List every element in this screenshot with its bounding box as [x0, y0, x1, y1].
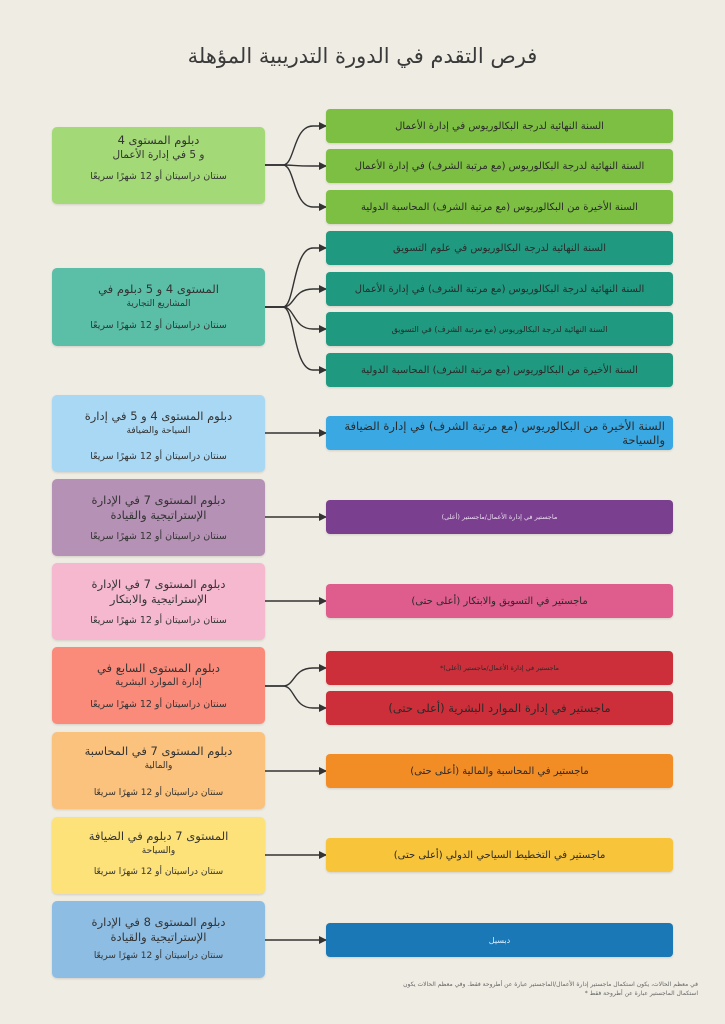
outcome-box-6-1: ماجستير في إدارة الأعمال/ماجستير (أعلى)*	[326, 651, 673, 685]
outcome-box-1-1: السنة النهائية لدرجة البكالوريوس في إدارة الأعمال	[326, 109, 673, 143]
diploma-box-2	[52, 268, 265, 346]
connector-arrow-2-3	[265, 307, 326, 329]
diploma-box-7	[52, 732, 265, 809]
diploma-box-8	[52, 817, 265, 894]
diploma-subtitle: إدارة الموارد البشرية	[115, 677, 202, 688]
diploma-duration: سنتان دراسيتان أو 12 شهرًا سريعًا	[90, 451, 227, 462]
diploma-title: المستوى 7 دبلوم في الضيافة	[88, 829, 229, 843]
diploma-title: دبلوم المستوى 7 في الإدارة	[91, 493, 226, 507]
page-title: فرص التقدم في الدورة التدريبية المؤهلة	[187, 44, 538, 68]
connector-arrow-2-4	[265, 307, 326, 370]
diploma-box-3	[52, 395, 265, 472]
diploma-subtitle: والسياحة	[141, 846, 176, 856]
diploma-subtitle: السياحة والضيافة	[126, 426, 191, 436]
diploma-duration: سنتان دراسيتان أو 12 شهرًا سريعًا	[93, 788, 224, 798]
outcome-box-1-3: السنة الأخيرة من البكالوريوس (مع مرتبة الشرف) المحاسبة الدولية	[326, 190, 673, 224]
diploma-title: دبلوم المستوى السابع في	[96, 661, 221, 675]
diploma-duration: سنتان دراسيتان أو 12 شهرًا سريعًا	[90, 531, 227, 542]
diploma-subtitle: المشاريع التجارية	[126, 299, 191, 309]
outcome-box-2-3: السنة النهائية لدرجة البكالوريوس (مع مرتبة الشرف) في التسويق	[326, 312, 673, 346]
diploma-title: دبلوم المستوى 4	[117, 133, 200, 147]
outcome-box-2-2: السنة النهائية لدرجة البكالوريوس (مع مرتبة الشرف) في إدارة الأعمال	[326, 272, 673, 306]
outcome-box-1-2: السنة النهائية لدرجة البكالوريوس (مع مرتبة الشرف) في إدارة الأعمال	[326, 149, 673, 183]
diploma-subtitle: الإستراتيجية والابتكار	[109, 592, 208, 606]
outcome-box-2-1: السنة النهائية لدرجة البكالوريوس في علوم التسويق	[326, 231, 673, 265]
diploma-subtitle: والمالية	[144, 761, 173, 771]
diploma-duration: سنتان دراسيتان أو 12 شهرًا سريعًا	[93, 951, 224, 961]
outcome-box-9-1: دبسيل	[326, 923, 673, 957]
outcome-box-5-1: ماجستير في التسويق والابتكار (أعلى حتى)	[326, 584, 673, 618]
outcome-box-3-1: السنة الأخيرة من البكالوريوس (مع مرتبة الشرف) في إدارة الضيافة والسياحة	[326, 416, 673, 450]
diploma-duration: سنتان دراسيتان أو 12 شهرًا سريعًا	[90, 615, 227, 626]
connector-arrow-6-1	[265, 668, 326, 686]
diploma-duration: سنتان دراسيتان أو 12 شهرًا سريعًا	[90, 171, 227, 182]
outcome-box-2-4: السنة الأخيرة من البكالوريوس (مع مرتبة الشرف) المحاسبة الدولية	[326, 353, 673, 387]
connector-arrow-6-2	[265, 686, 326, 708]
diploma-title: المستوى 4 و 5 دبلوم في	[98, 282, 219, 296]
outcome-box-7-1: ماجستير في المحاسبة والمالية (أعلى حتى)	[326, 754, 673, 788]
footnote: في معظم الحالات، يكون استكمال ماجستير إدارة الأعمال/الماجستير عبارة عن أطروحة فقط. وفي معظم الحالات يكون استكمال الماجستير عبارة عن أطروحة فقط *	[403, 981, 698, 997]
connector-arrow-2-2	[265, 289, 326, 307]
outcome-box-4-1: ماجستير في إدارة الأعمال/ماجستير (أعلى)	[326, 500, 673, 534]
diploma-title: دبلوم المستوى 7 في المحاسبة	[84, 744, 233, 758]
diploma-duration: سنتان دراسيتان أو 12 شهرًا سريعًا	[93, 867, 224, 877]
diploma-title: دبلوم المستوى 4 و 5 في إدارة	[84, 409, 233, 423]
outcome-box-6-2: ماجستير في إدارة الموارد البشرية (أعلى حتى)	[326, 691, 673, 725]
diploma-title: دبلوم المستوى 7 في الإدارة	[91, 577, 226, 591]
connector-arrow-1-1	[265, 126, 326, 165]
diploma-box-9	[52, 901, 265, 978]
diploma-subtitle: الإستراتيجية والقيادة	[110, 508, 207, 522]
diploma-duration: سنتان دراسيتان أو 12 شهرًا سريعًا	[90, 320, 227, 331]
outcome-box-8-1: ماجستير في التخطيط السياحي الدولي (أعلى حتى)	[326, 838, 673, 872]
diploma-box-4	[52, 479, 265, 556]
diploma-title: دبلوم المستوى 8 في الإدارة	[91, 915, 226, 929]
diploma-subtitle: و 5 في إدارة الأعمال	[112, 149, 205, 161]
diploma-box-1	[52, 127, 265, 204]
diploma-box-5	[52, 563, 265, 640]
connector-arrow-1-3	[265, 165, 326, 207]
diploma-box-6	[52, 647, 265, 724]
diploma-subtitle: الإستراتيجية والقيادة	[110, 930, 207, 944]
diploma-duration: سنتان دراسيتان أو 12 شهرًا سريعًا	[90, 699, 227, 710]
